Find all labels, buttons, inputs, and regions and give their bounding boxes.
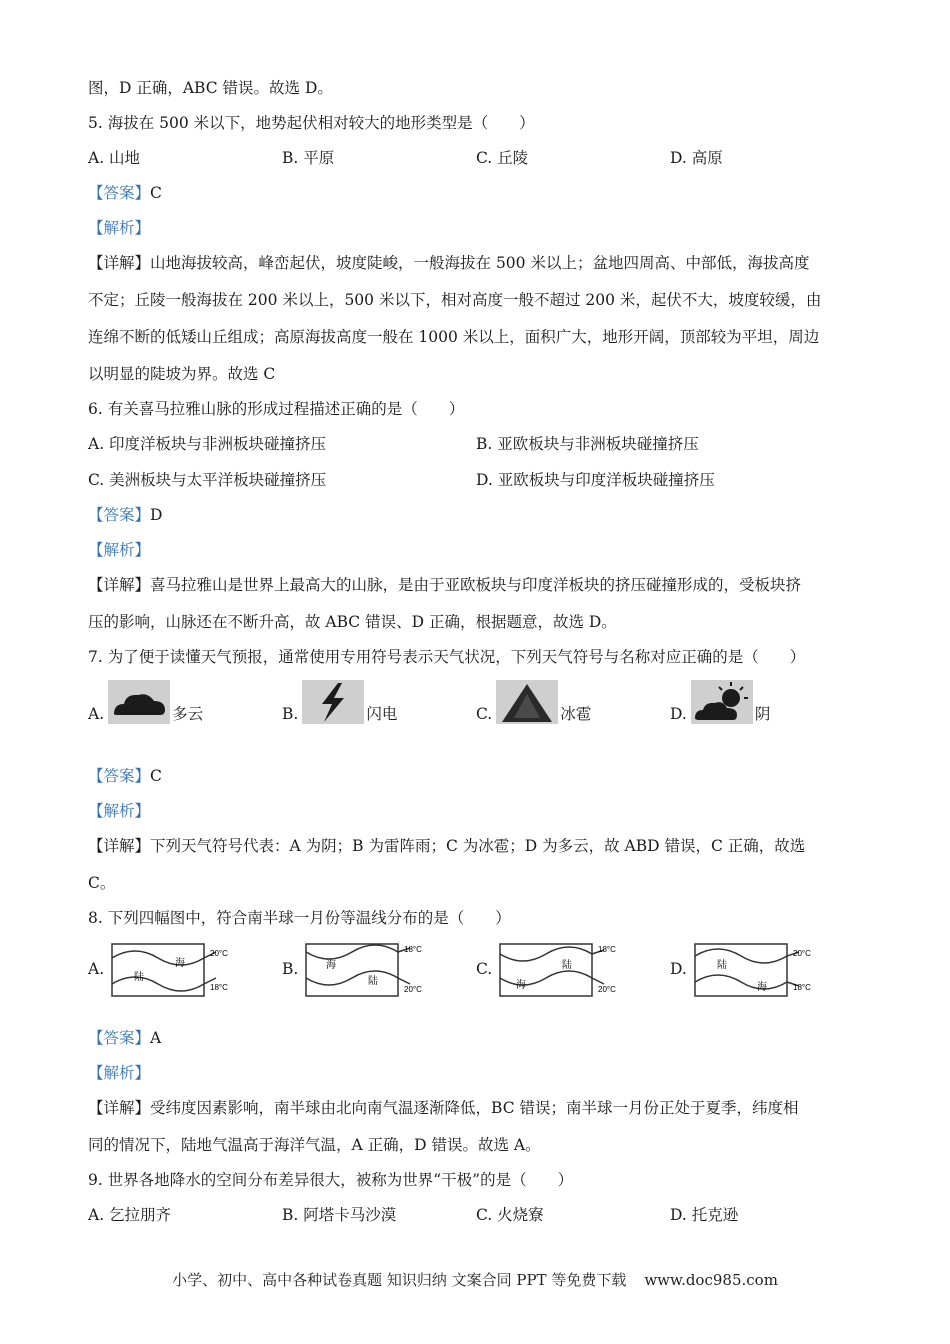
hail-triangle-icon: [496, 680, 558, 724]
q7-option-d: [670, 680, 770, 724]
q6-detail-line-1: [88, 575, 801, 595]
q6-option-d: D. 亚欧板块与印度洋板块碰撞挤压: [476, 471, 715, 489]
q8-option-d: [670, 938, 823, 1000]
q7-detail-line-2: C。: [88, 874, 116, 892]
option-label: D.: [670, 960, 687, 978]
q5-detail-line-1: [88, 253, 809, 273]
option-label: A.: [88, 960, 105, 978]
top-temp-label: 20°C: [210, 949, 228, 958]
question-6-stem: 6. 有关喜马拉雅山脉的形成过程描述正确的是（ ）: [88, 400, 465, 418]
q8-analysis-tag: 【解析】: [88, 1064, 151, 1082]
footer-url-link[interactable]: www.doc985.com: [644, 1271, 778, 1289]
detail-tag: 【详解】: [88, 254, 151, 272]
sun-cloud-icon: [691, 680, 753, 724]
option-label: C.: [476, 705, 493, 723]
q6-option-c: C. 美洲板块与太平洋板块碰撞挤压: [88, 471, 327, 489]
q9-option-a: A. 乞拉朋齐: [88, 1206, 172, 1224]
detail-tag: 【详解】: [88, 1099, 151, 1117]
q5-detail-line-4: 以明显的陡坡为界。故选 C: [88, 365, 276, 383]
q6-option-a: A. 印度洋板块与非洲板块碰撞挤压: [88, 435, 327, 453]
bottom-temp-label: 18°C: [210, 983, 228, 992]
bottom-temp-label: 18°C: [792, 983, 811, 992]
q6-detail-line-2: 压的影响，山脉还在不断升高，故 ABC 错误、D 正确，根据题意，故选 D。: [88, 613, 617, 631]
q7-analysis-tag: 【解析】: [88, 802, 151, 820]
q7-answer: [88, 766, 162, 786]
option-label: B.: [282, 705, 299, 723]
isotherm-diagram: [498, 938, 628, 1000]
footer-text: 小学、初中、高中各种试卷真题 知识归纳 文案合同 PPT 等免费下载: [172, 1271, 627, 1289]
previous-answer-tail: 图，D 正确，ABC 错误。故选 D。: [88, 79, 333, 97]
detail-text: 下列天气符号代表：A 为阴；B 为雷阵雨；C 为冰雹；D 为多云，故 ABD 错误，C 正确，故选: [150, 837, 806, 855]
q6-option-b: B. 亚欧板块与非洲板块碰撞挤压: [476, 435, 699, 453]
detail-tag: 【详解】: [88, 837, 151, 855]
isotherm-diagram: [304, 938, 434, 1000]
top-region-label: 陆: [716, 960, 727, 971]
answer-tag: 【答案】: [88, 506, 151, 524]
q5-detail-line-3: 连绵不断的低矮山丘组成；高原海拔高度一般在 1000 米以上，面积广大，地形开阔，顶部较为平坦，周边: [88, 328, 820, 346]
bottom-region-label: 海: [516, 980, 527, 991]
option-caption: 多云: [172, 705, 204, 723]
top-region-label: 海: [175, 958, 186, 969]
page-footer: [0, 1269, 950, 1290]
answer-value: A: [150, 1029, 162, 1047]
q6-answer: [88, 505, 162, 525]
q9-option-d: D. 托克逊: [670, 1206, 739, 1224]
bottom-temp-label: 20°C: [598, 985, 617, 994]
lightning-icon: [302, 680, 364, 724]
top-temp-label: 18°C: [598, 945, 617, 954]
option-label: C.: [476, 960, 493, 978]
answer-tag: 【答案】: [88, 1029, 151, 1047]
q7-detail-line-1: [88, 836, 805, 856]
question-8-stem: 8. 下列四幅图中，符合南半球一月份等温线分布的是（ ）: [88, 909, 511, 927]
option-caption: 冰雹: [560, 705, 592, 723]
q8-option-b: [282, 938, 434, 1000]
top-region-label: 陆: [562, 960, 573, 971]
isotherm-diagram: [110, 938, 240, 1000]
option-label: A.: [88, 705, 105, 723]
q8-option-c: [476, 938, 628, 1000]
question-9-stem: 9. 世界各地降水的空间分布差异很大，被称为世界“干极”的是（ ）: [88, 1171, 574, 1189]
bottom-region-label: 陆: [368, 976, 379, 987]
q5-analysis-tag: 【解析】: [88, 219, 151, 237]
q7-option-b: [282, 680, 397, 724]
q8-option-a: [88, 938, 240, 1000]
q7-option-c: [476, 680, 591, 724]
answer-value: C: [150, 184, 162, 202]
bottom-region-label: 海: [756, 982, 767, 993]
option-label: D.: [670, 705, 687, 723]
bottom-region-label: 陆: [134, 972, 145, 983]
option-caption: 闪电: [366, 705, 398, 723]
answer-tag: 【答案】: [88, 184, 151, 202]
question-5-stem: 5. 海拔在 500 米以下，地势起伏相对较大的地形类型是（ ）: [88, 114, 535, 132]
q6-analysis-tag: 【解析】: [88, 541, 151, 559]
q5-option-a: A. 山地: [88, 149, 141, 167]
option-caption: 阴: [754, 705, 771, 723]
detail-tag: 【详解】: [88, 576, 151, 594]
q5-detail-line-2: 不定；丘陵一般海拔在 200 米以上，500 米以下，相对高度一般不超过 200 米，起伏不大，坡度较缓，由: [88, 291, 822, 309]
q5-option-b: B. 平原: [282, 149, 335, 167]
q8-detail-line-1: [88, 1098, 798, 1118]
question-7-stem: 7. 为了便于读懂天气预报，通常使用专用符号表示天气状况，下列天气符号与名称对应正确的是（ ）: [88, 648, 806, 666]
detail-text: 受纬度因素影响，南半球由北向南气温逐渐降低，BC 错误；南半球一月份正处于夏季，纬度相: [150, 1099, 799, 1117]
q5-option-c: C. 丘陵: [476, 149, 529, 167]
option-label: B.: [282, 960, 299, 978]
top-region-label: 海: [326, 960, 337, 971]
answer-value: D: [150, 506, 163, 524]
top-temp-label: 18°C: [404, 945, 423, 954]
q5-answer: [88, 183, 162, 203]
cloud-icon: [108, 680, 170, 724]
detail-text: 喜马拉雅山是世界上最高大的山脉，是由于亚欧板块与印度洋板块的挤压碰撞形成的，受板块挤: [150, 576, 802, 594]
isotherm-diagram: [693, 938, 823, 1000]
top-temp-label: 20°C: [792, 949, 811, 958]
q9-option-b: B. 阿塔卡马沙漠: [282, 1206, 397, 1224]
bottom-temp-label: 20°C: [404, 985, 423, 994]
q8-detail-line-2: 同的情况下，陆地气温高于海洋气温，A 正确，D 错误。故选 A。: [88, 1136, 541, 1154]
q9-option-c: C. 火烧寮: [476, 1206, 544, 1224]
answer-tag: 【答案】: [88, 767, 151, 785]
q5-option-d: D. 高原: [670, 149, 723, 167]
q8-answer: [88, 1028, 161, 1048]
q7-option-a: [88, 680, 203, 724]
answer-value: C: [150, 767, 162, 785]
detail-text: 山地海拔较高，峰峦起伏，坡度陡峻，一般海拔在 500 米以上；盆地四周高、中部低，海拔高度: [150, 254, 810, 272]
